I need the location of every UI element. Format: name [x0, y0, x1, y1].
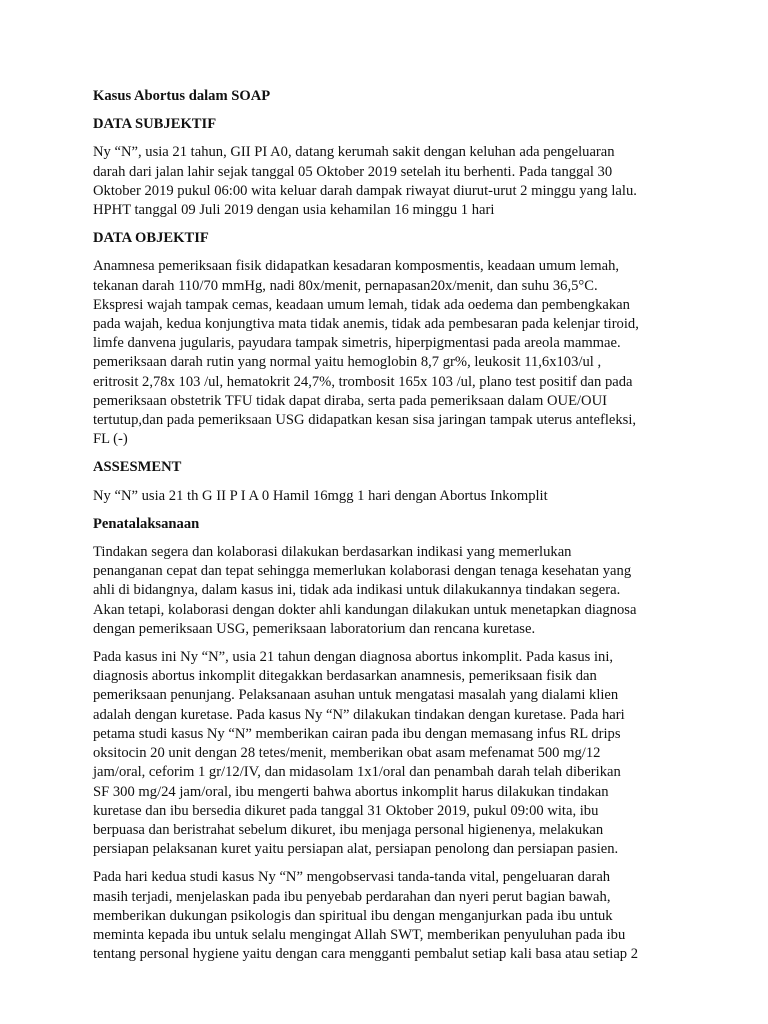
text-line: ahli di bidangnya, dalam kasus ini, tidak ada indikasi untuk dilakukannya tindakan segera. — [93, 582, 621, 599]
document-section — [93, 458, 678, 505]
paragraph — [93, 648, 678, 859]
text-line: memberikan dukungan psikologis dan spiritual ibu dengan menganjurkan pada ibu untuk — [93, 907, 613, 924]
section-heading: DATA SUBJEKTIF — [93, 116, 217, 133]
text-line: eritrosit 2,78x 103 /ul, hematokrit 24,7%, trombosit 165x 103 /ul, plano test positif dan pada — [93, 373, 633, 390]
document-section — [93, 515, 678, 964]
document-page — [93, 87, 678, 973]
paragraph — [93, 543, 678, 639]
text-line: penanganan cepat dan tepat sehingga memerlukan kolaborasi dengan tenaga kesehatan yang — [93, 563, 632, 580]
text-line: berpuasa dan beristrahat sebelum dikuret, ibu menjaga personal higienenya, melakukan — [93, 821, 604, 838]
text-line: limfe danvena jugularis, payudara tampak simetris, hiperpigmentasi pada areola mammae. — [93, 335, 621, 352]
text-line: jam/oral, ceforim 1 gr/12/IV, dan midasolam 1x1/oral dan penambah darah telah diberikan — [93, 764, 621, 781]
text-line: pemeriksaan darah rutin yang normal yaitu hemoglobin 8,7 gr%, leukosit 11,6x103/ul , — [93, 354, 602, 371]
text-line: SF 300 mg/24 jam/oral, ibu mengerti bahwa abortus inkomplit harus dilakukan tindakan — [93, 783, 609, 800]
document-section — [93, 115, 678, 220]
text-line: Pada kasus ini Ny “N”, usia 21 tahun dengan diagnosa abortus inkomplit. Pada kasus ini, — [93, 649, 614, 666]
text-line: dengan pemeriksaan USG, pemeriksaan laboratorium dan rencana kuretase. — [93, 620, 536, 637]
section-heading: DATA OBJEKTIF — [93, 230, 209, 247]
section-heading: ASSESMENT — [93, 459, 182, 476]
text-line: darah dari jalan lahir sejak tanggal 05 Oktober 2019 setelah itu berhenti. Pada tanggal 30 — [93, 163, 613, 180]
text-line: pemeriksaan obstetrik TFU tidak dapat diraba, serta pada pemeriksaan dalam OUE/OUI — [93, 392, 607, 409]
text-line: Ekspresi wajah tampak cemas, keadaan umum lemah, tidak ada oedema dan pembengkakan — [93, 296, 630, 313]
text-line: diagnosis abortus inkomplit ditegakkan berdasarkan anamnesis, pemeriksaan fisik dan — [93, 668, 597, 685]
text-line: Pada hari kedua studi kasus Ny “N” mengobservasi tanda-tanda vital, pengeluaran darah — [93, 869, 611, 886]
document-title: Kasus Abortus dalam SOAP — [93, 88, 271, 104]
text-line: Ny “N” usia 21 th G II P I A 0 Hamil 16mgg 1 hari dengan Abortus Inkomplit — [93, 487, 548, 504]
text-line: masih terjadi, menjelaskan pada ibu penyebab perdarahan dan nyeri perut bagian bawah, — [93, 888, 611, 905]
paragraph — [93, 257, 678, 449]
text-line: Ny “N”, usia 21 tahun, GII PI A0, datang kerumah sakit dengan keluhan ada pengeluaran — [93, 144, 615, 161]
document-body — [93, 115, 678, 964]
text-line: Oktober 2019 pukul 06:00 wita keluar darah dampak riwayat diurut-urut 2 minggu yang lalu. — [93, 182, 637, 199]
text-line: tertutup,dan pada pemeriksaan USG didapatkan kesan sisa jaringan tampak uterus antefleksi, — [93, 412, 637, 429]
text-line: HPHT tanggal 09 Juli 2019 dengan usia kehamilan 16 minggu 1 hari — [93, 202, 495, 219]
text-line: kuretase dan ibu bersedia dikuret pada tanggal 31 Oktober 2019, pukul 09:00 wita, ibu — [93, 802, 599, 819]
document-section — [93, 229, 678, 449]
text-line: tekanan darah 110/70 mmHg, nadi 80x/menit, pernapasan20x/menit, dan suhu 36,5°C. — [93, 277, 598, 294]
text-line: Tindakan segera dan kolaborasi dilakukan berdasarkan indikasi yang memerlukan — [93, 544, 572, 561]
text-line: oksitocin 20 unit dengan 28 tetes/menit, memberikan obat asam mefenamat 500 mg/12 — [93, 745, 601, 762]
text-line: petama studi kasus Ny “N” memberikan cairan pada ibu dengan memasang infus RL drips — [93, 725, 621, 742]
section-heading: Penatalaksanaan — [93, 515, 200, 532]
paragraph — [93, 143, 678, 220]
text-line: Akan tetapi, kolaborasi dengan dokter ahli kandungan dilakukan untuk menetapkan diagnosa — [93, 601, 637, 618]
text-line: pada wajah, kedua konjungtiva mata tidak anemis, tidak ada pembesaran pada kelenjar tiroid, — [93, 316, 639, 333]
text-line: tentang personal hygiene yaitu dengan cara mengganti pembalut setiap kali basa atau setiap 2 — [93, 946, 639, 963]
text-line: pemeriksaan penunjang. Pelaksanaan asuhan untuk mengatasi masalah yang dialami klien — [93, 687, 619, 704]
text-line: FL (-) — [93, 431, 128, 448]
text-line: meminta kepada ibu untuk selalu mengingat Allah SWT, memberikan penyuluhan pada ibu — [93, 926, 626, 943]
paragraph — [93, 487, 678, 506]
text-line: persiapan pelaksanan kuret yaitu persiapan alat, persiapan penolong dan persiapan pasien. — [93, 841, 619, 858]
text-line: adalah dengan kuretase. Pada kasus Ny “N” dilakukan tindakan dengan kuretase. Pada hari — [93, 706, 625, 723]
paragraph — [93, 868, 678, 964]
text-line: Anamnesa pemeriksaan fisik didapatkan kesadaran komposmentis, keadaan umum lemah, — [93, 258, 620, 275]
